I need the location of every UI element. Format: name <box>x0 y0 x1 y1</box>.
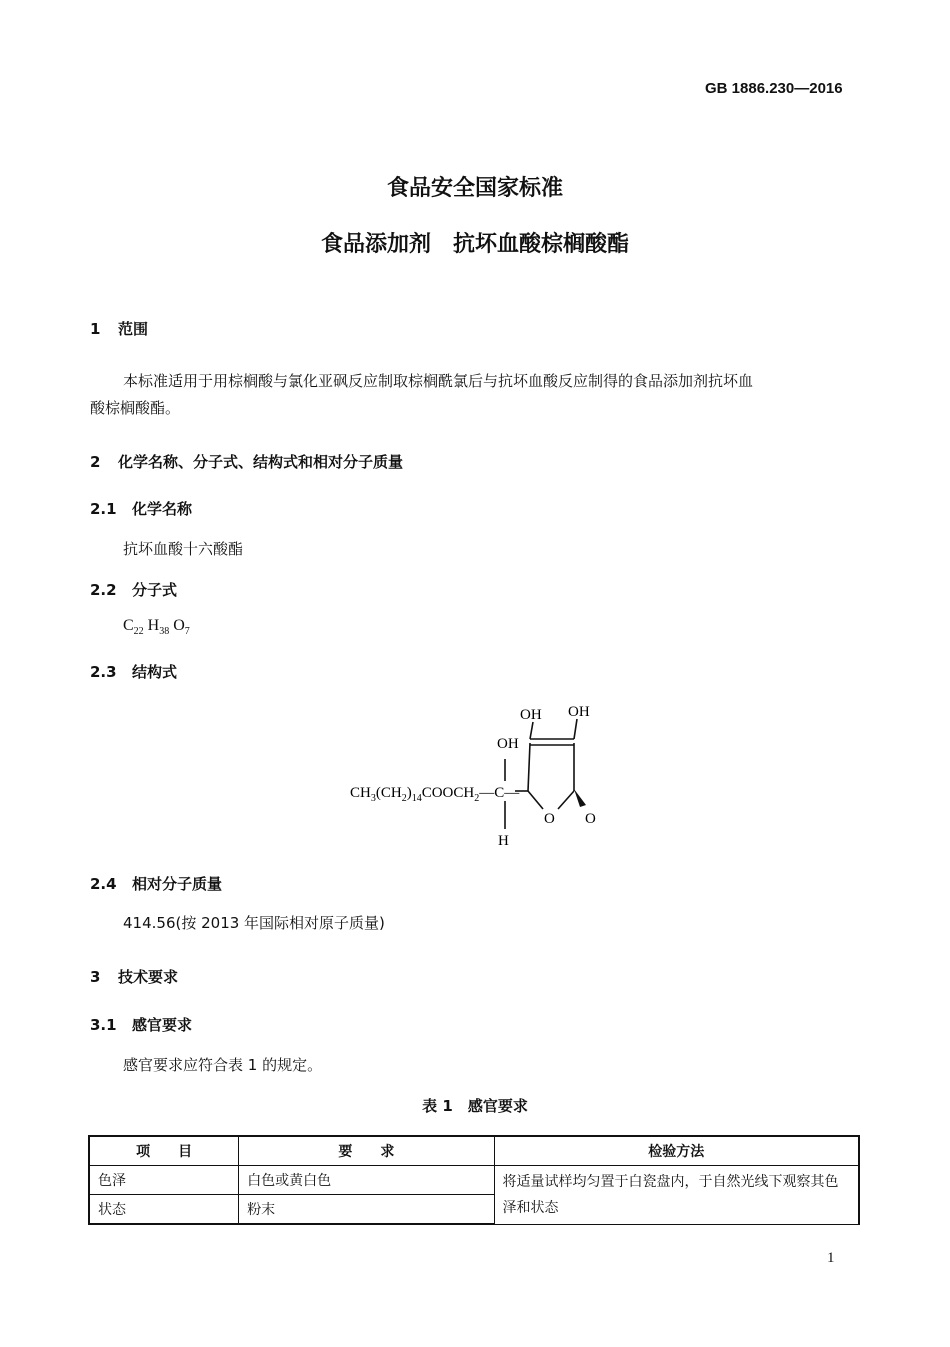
section-title: 感官要求 <box>132 1016 193 1034</box>
sensory-requirements-table <box>88 1135 860 1225</box>
o-ring-atom: O <box>544 811 555 827</box>
section-2-heading <box>90 451 403 472</box>
section-1-heading <box>90 318 148 339</box>
section-title: 分子式 <box>132 581 178 599</box>
formula-h-count: 38 <box>159 626 170 638</box>
section-number: 2.4 <box>90 875 117 893</box>
document-subtitle: 食品添加剂 抗坏血酸棕榈酸酯 <box>320 232 629 257</box>
section-number: 3.1 <box>90 1016 117 1034</box>
structural-formula <box>340 695 620 855</box>
cell-requirement: 粉末 <box>239 1195 494 1225</box>
section-2-1-heading <box>90 498 192 519</box>
section-title: 范围 <box>118 320 149 338</box>
section-number: 2.1 <box>90 500 117 518</box>
side-chain: $CH_3(CH_2)_{14}COOCH_2—C—$ <box>350 785 520 804</box>
cell-item: 色泽 <box>89 1166 239 1195</box>
section-number: 2 <box>90 453 101 471</box>
formula-c: C <box>123 617 134 634</box>
header-method: 检验方法 <box>494 1136 859 1166</box>
section-title: 化学名称、分子式、结构式和相对分子质量 <box>118 453 404 471</box>
table-caption: 表 1 感官要求 <box>422 1097 528 1115</box>
h-atom: H <box>498 833 509 849</box>
section-number: 2.2 <box>90 581 117 599</box>
section-1-body-line2: 酸棕榈酸酯。 <box>90 399 181 417</box>
section-number: 2.3 <box>90 663 117 681</box>
header-requirement: 要 求 <box>239 1136 494 1166</box>
carbonyl-wedge <box>574 789 586 807</box>
section-2-4-heading <box>90 873 222 894</box>
oh-left: OH <box>497 736 519 752</box>
section-1-body-line1: 本标准适用于用棕榈酸与氯化亚砜反应制取棕榈酰氯后与抗坏血酸反应制得的食品添加剂抗坏血 <box>123 372 754 390</box>
standard-number: GB 1886.230—2016 <box>705 80 843 97</box>
section-3-1-body: 感官要求应符合表 1 的规定。 <box>123 1056 323 1074</box>
cell-requirement: 白色或黄白色 <box>239 1166 494 1195</box>
section-title: 相对分子质量 <box>132 875 223 893</box>
chemical-name: 抗坏血酸十六酸酯 <box>123 540 244 558</box>
oh-top-right: OH <box>568 704 590 720</box>
section-title: 化学名称 <box>132 500 193 518</box>
header-item: 项 目 <box>89 1136 239 1166</box>
molecular-weight: 414.56(按 2013 年国际相对原子质量) <box>123 914 385 932</box>
cell-method: 将适量试样均匀置于白瓷盘内，于自然光线下观察其色泽和状态 <box>494 1166 859 1225</box>
molecular-formula <box>123 617 190 637</box>
cell-item: 状态 <box>89 1195 239 1225</box>
o-carbonyl-atom: O <box>585 811 596 827</box>
section-2-3-heading <box>90 661 177 682</box>
table-header-row <box>89 1136 859 1166</box>
formula-o-count: 7 <box>184 626 190 638</box>
section-title: 技术要求 <box>118 968 179 986</box>
table-row <box>89 1166 859 1195</box>
section-number: 3 <box>90 968 101 986</box>
section-title: 结构式 <box>132 663 178 681</box>
oh-top-left: OH <box>520 707 542 723</box>
formula-h: H <box>147 617 160 634</box>
section-number: 1 <box>90 320 101 338</box>
section-3-heading <box>90 966 178 987</box>
formula-o: O <box>173 617 185 634</box>
document-title: 食品安全国家标准 <box>386 176 563 201</box>
formula-c-count: 22 <box>133 626 144 638</box>
section-2-2-heading <box>90 579 177 600</box>
page-number: 1 <box>827 1250 835 1266</box>
section-3-1-heading <box>90 1014 192 1035</box>
